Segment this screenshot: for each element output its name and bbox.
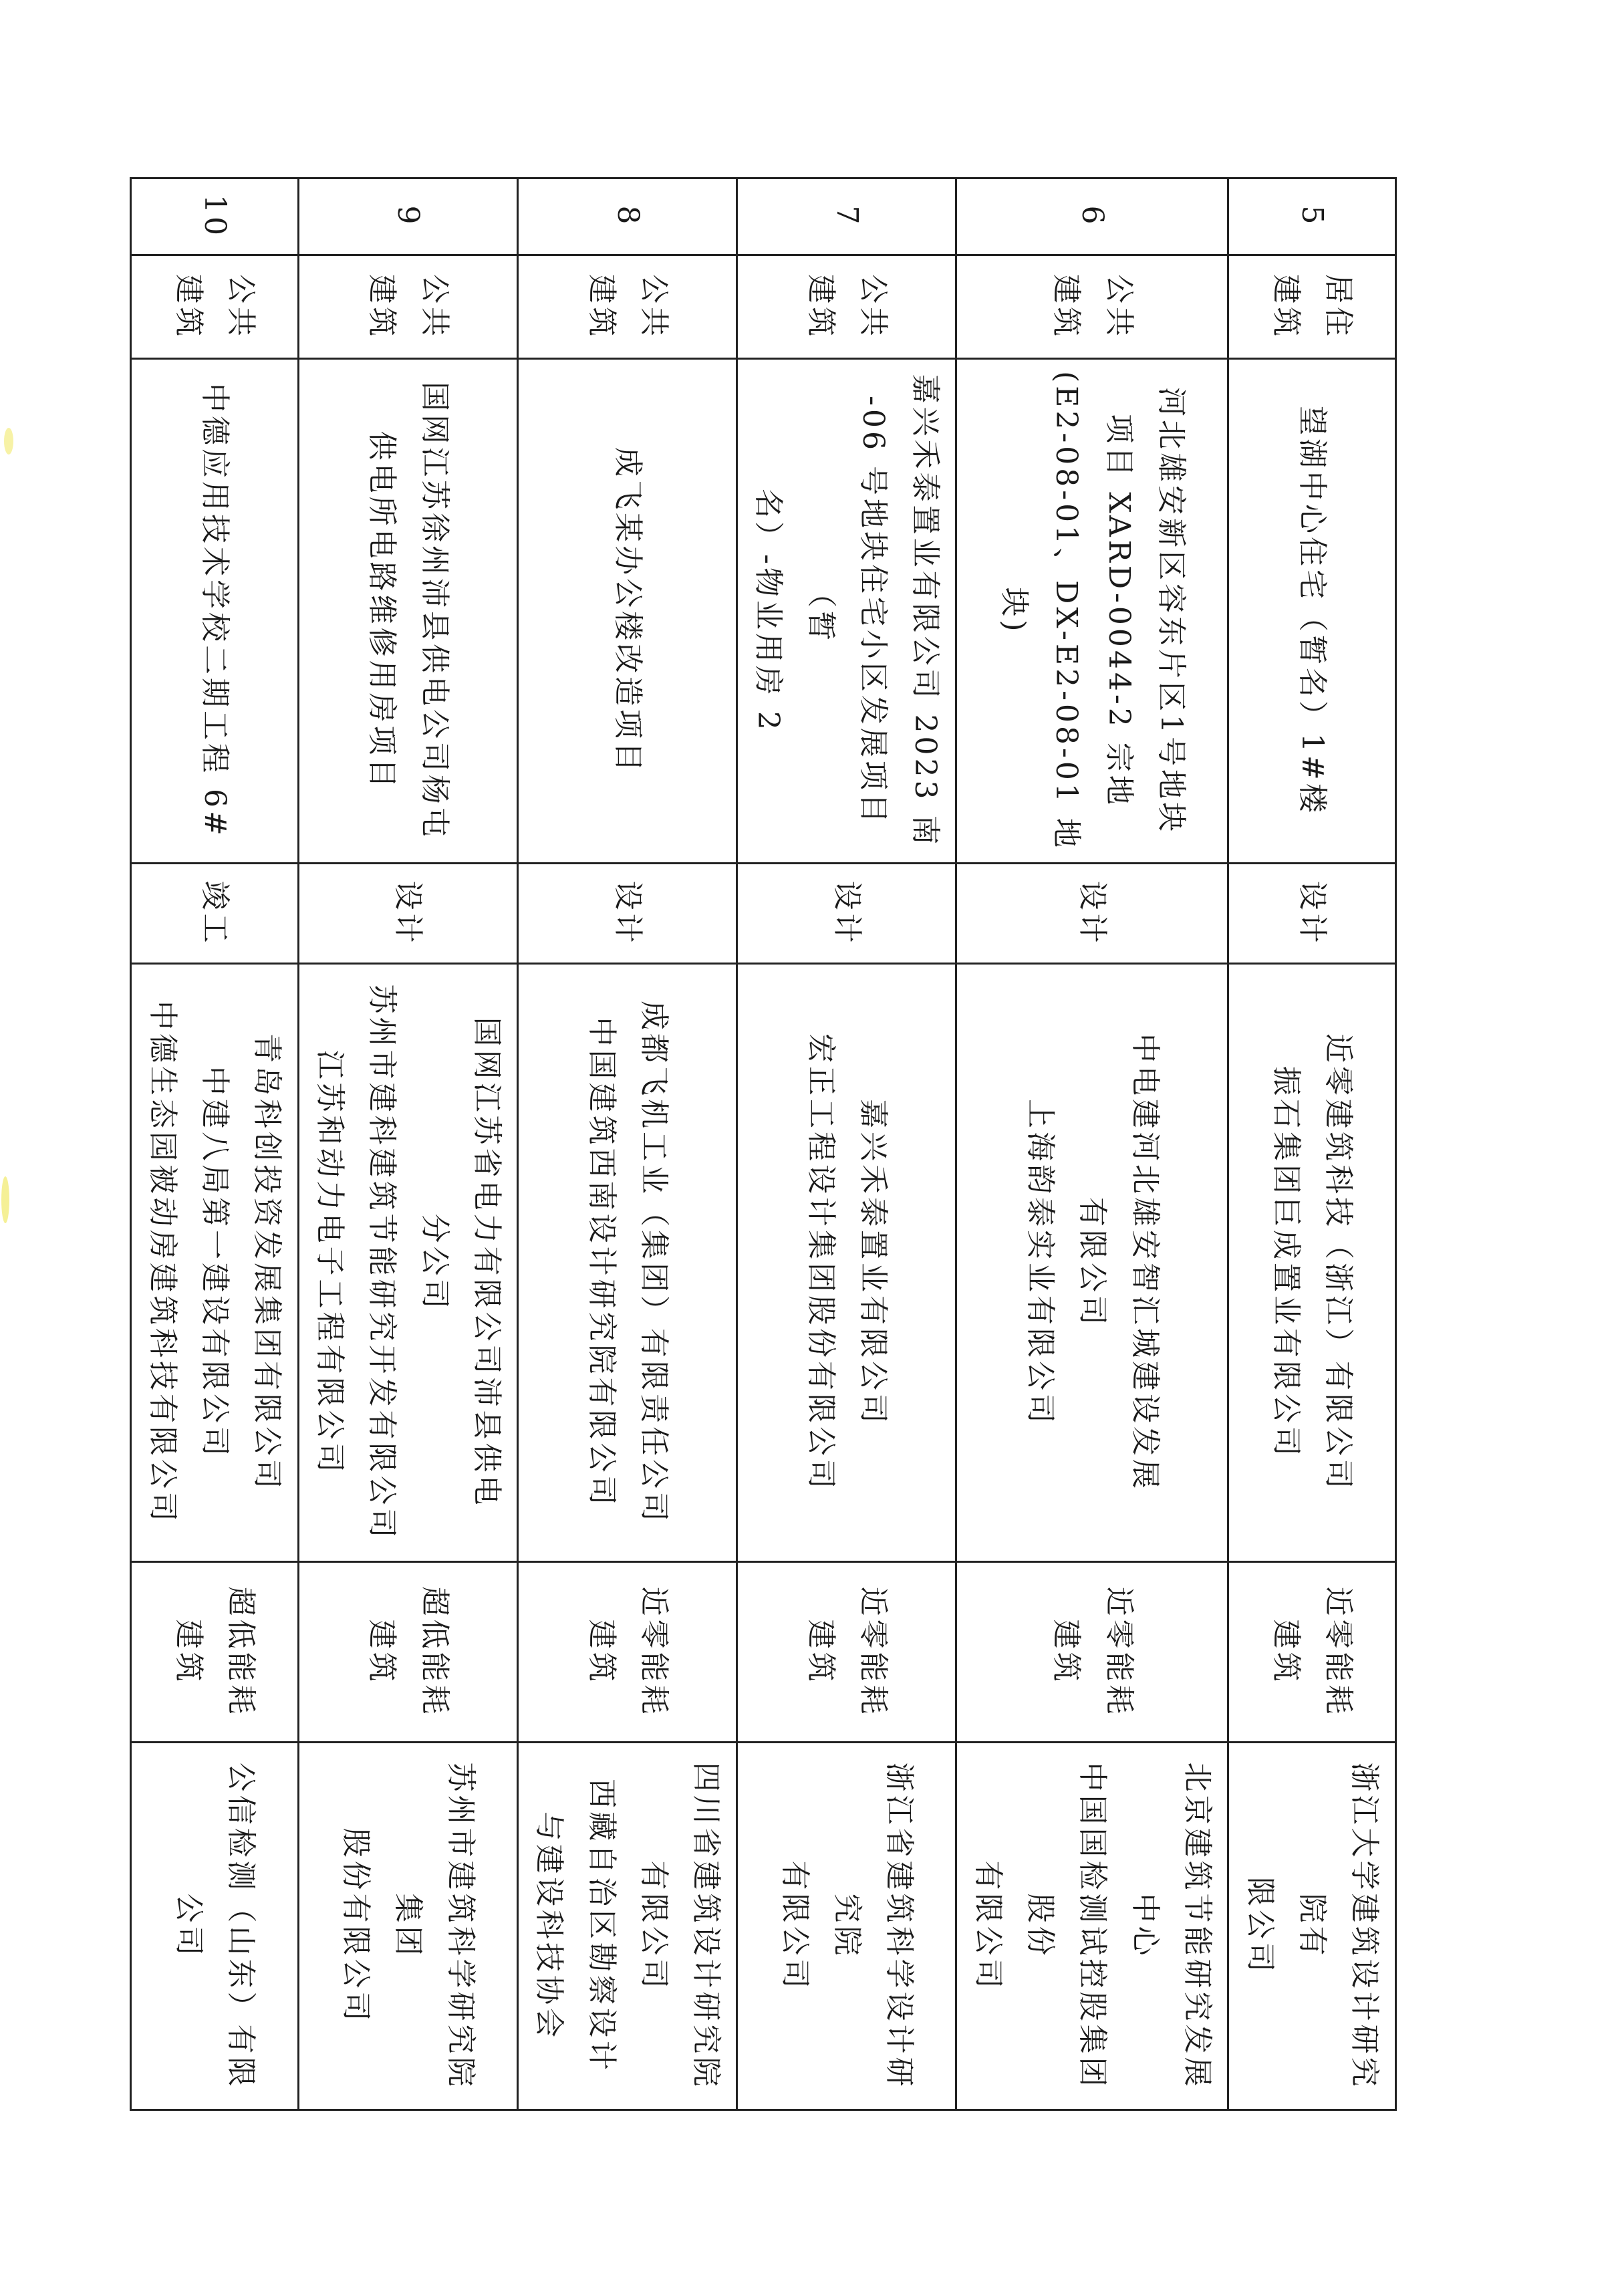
energy-level: 超低能耗 建筑 bbox=[130, 1562, 298, 1743]
project-name: 嘉兴禾泰置业有限公司 2023 南 -06 号地块住宅小区发展项目（暂 名）-物业用房 2 bbox=[737, 359, 956, 864]
table-row bbox=[956, 178, 1228, 2110]
scan-speck bbox=[1, 1176, 9, 1223]
energy-level: 超低能耗 建筑 bbox=[298, 1562, 517, 1743]
project-name: 河北雄安新区容东片区1号地块 项目 XARD-0044-2 宗地 (E2-08-01、DX-E2-08-01 地块) bbox=[956, 359, 1228, 864]
evaluation-org: 公信检测（山东）有限公司 bbox=[130, 1743, 298, 2110]
project-stage: 设计 bbox=[956, 864, 1228, 964]
project-stage: 设计 bbox=[737, 864, 956, 964]
project-stage: 竣工 bbox=[130, 864, 298, 964]
table-row bbox=[517, 178, 736, 2110]
row-number: 8 bbox=[517, 178, 736, 255]
energy-level: 近零能耗 建筑 bbox=[737, 1562, 956, 1743]
row-number: 6 bbox=[956, 178, 1228, 255]
project-name: 望湖中心住宅（暂名）1#楼 bbox=[1228, 359, 1396, 864]
applicant-units: 近零建筑科技（浙江）有限公司 振石集团巨成置业有限公司 bbox=[1228, 964, 1396, 1562]
evaluation-org: 浙江大学建筑设计研究院有 限公司 bbox=[1228, 1743, 1396, 2110]
table-row bbox=[737, 178, 956, 2110]
project-name: 成飞某办公楼改造项目 bbox=[517, 359, 736, 864]
applicant-units: 成都飞机工业（集团）有限责任公司 中国建筑西南设计研究院有限公司 bbox=[517, 964, 736, 1562]
row-number: 5 bbox=[1228, 178, 1396, 255]
building-type: 公共 建筑 bbox=[737, 255, 956, 359]
energy-level: 近零能耗 建筑 bbox=[1228, 1562, 1396, 1743]
applicant-units: 青岛科创投资发展集团有限公司 中建八局第一建设有限公司 中德生态园被动房建筑科技有限公司 bbox=[130, 964, 298, 1562]
row-number: 7 bbox=[737, 178, 956, 255]
evaluation-org: 北京建筑节能研究发展中心 中国国检测试控股集团股份 有限公司 bbox=[956, 1743, 1228, 2110]
project-stage: 设计 bbox=[517, 864, 736, 964]
evaluation-org: 苏州市建筑科学研究院集团 股份有限公司 bbox=[298, 1743, 517, 2110]
rotated-table-page bbox=[145, 177, 1397, 2109]
energy-level: 近零能耗 建筑 bbox=[517, 1562, 736, 1743]
evaluation-org: 四川省建筑设计研究院 有限公司 西藏自治区勘察设计 与建设科技协会 bbox=[517, 1743, 736, 2110]
evaluation-org: 浙江省建筑科学设计研究院 有限公司 bbox=[737, 1743, 956, 2110]
project-stage: 设计 bbox=[1228, 864, 1396, 964]
table-row bbox=[1228, 178, 1396, 2110]
project-stage: 设计 bbox=[298, 864, 517, 964]
building-type: 公共 建筑 bbox=[956, 255, 1228, 359]
building-type: 公共 建筑 bbox=[130, 255, 298, 359]
project-name: 国网江苏徐州沛县供电公司杨屯 供电所电路维修用房项目 bbox=[298, 359, 517, 864]
applicant-units: 国网江苏省电力有限公司沛县供电 分公司 苏州市建科建筑节能研究开发有限公司 江苏和动力电子工程有限公司 bbox=[298, 964, 517, 1562]
table-body bbox=[130, 178, 1395, 2110]
project-name: 中德应用技术学校二期工程 6# bbox=[130, 359, 298, 864]
energy-level: 近零能耗 建筑 bbox=[956, 1562, 1228, 1743]
scan-speck bbox=[4, 428, 13, 455]
applicant-units: 嘉兴禾泰置业有限公司 宏正工程设计集团股份有限公司 bbox=[737, 964, 956, 1562]
table-row bbox=[130, 178, 298, 2110]
applicant-units: 中电建河北雄安智汇城建设发展 有限公司 上海韵泰实业有限公司 bbox=[956, 964, 1228, 1562]
project-list-table bbox=[130, 177, 1397, 2111]
row-number: 10 bbox=[130, 178, 298, 255]
row-number: 9 bbox=[298, 178, 517, 255]
table-row bbox=[298, 178, 517, 2110]
building-type: 公共 建筑 bbox=[298, 255, 517, 359]
building-type: 居住 建筑 bbox=[1228, 255, 1396, 359]
building-type: 公共 建筑 bbox=[517, 255, 736, 359]
